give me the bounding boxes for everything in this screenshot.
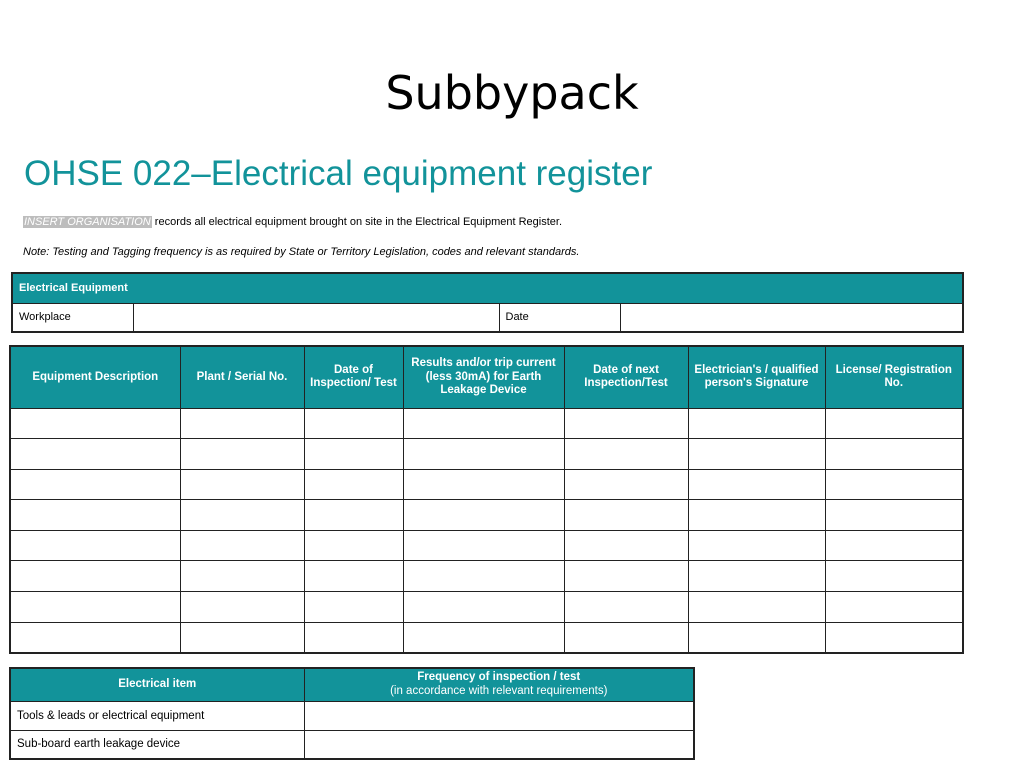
workplace-label: Workplace: [12, 303, 133, 332]
register-cell[interactable]: [825, 592, 963, 623]
register-cell[interactable]: [180, 561, 304, 592]
register-cell[interactable]: [403, 469, 564, 500]
register-cell[interactable]: [403, 622, 564, 653]
date-field[interactable]: [620, 303, 963, 332]
slide-title: Subbypack: [385, 66, 639, 120]
column-header-equipment-description: Equipment Description: [10, 346, 180, 408]
register-cell[interactable]: [304, 469, 403, 500]
column-header-frequency: [304, 668, 694, 701]
register-cell[interactable]: [688, 469, 825, 500]
intro-line: [23, 216, 562, 228]
inspection-frequency-table: [9, 667, 695, 760]
register-cell[interactable]: [180, 622, 304, 653]
register-cell[interactable]: [825, 408, 963, 439]
register-cell[interactable]: [304, 561, 403, 592]
frequency-value-field[interactable]: [304, 730, 694, 759]
register-cell[interactable]: [564, 530, 688, 561]
register-cell[interactable]: [10, 592, 180, 623]
register-cell[interactable]: [825, 622, 963, 653]
document-title: OHSE 022–Electrical equipment register: [24, 154, 653, 193]
register-cell[interactable]: [10, 561, 180, 592]
register-cell[interactable]: [825, 500, 963, 531]
register-cell[interactable]: [304, 408, 403, 439]
register-cell[interactable]: [564, 592, 688, 623]
register-header-row: [10, 346, 963, 408]
workplace-field[interactable]: [133, 303, 499, 332]
register-cell[interactable]: [180, 530, 304, 561]
register-cell[interactable]: [403, 439, 564, 470]
register-cell[interactable]: [688, 622, 825, 653]
register-cell[interactable]: [10, 469, 180, 500]
table-row: [10, 530, 963, 561]
register-cell[interactable]: [564, 622, 688, 653]
register-cell[interactable]: [10, 408, 180, 439]
frequency-header-row: [10, 668, 694, 701]
table-row: [10, 622, 963, 653]
register-cell[interactable]: [688, 408, 825, 439]
register-cell[interactable]: [10, 439, 180, 470]
register-cell[interactable]: [564, 408, 688, 439]
column-header-results-trip-current: Results and/or trip current (less 30mA) for Earth Leakage Device: [403, 346, 564, 408]
register-cell[interactable]: [10, 530, 180, 561]
register-cell[interactable]: [10, 622, 180, 653]
table-row: [10, 469, 963, 500]
equipment-info-table: [11, 272, 964, 333]
register-cell[interactable]: [304, 500, 403, 531]
register-cell[interactable]: [180, 408, 304, 439]
frequency-row: [10, 730, 694, 759]
register-cell[interactable]: [825, 439, 963, 470]
register-cell[interactable]: [180, 469, 304, 500]
register-cell[interactable]: [304, 622, 403, 653]
table-row: [10, 408, 963, 439]
frequency-header-line1: Frequency of inspection / test: [417, 671, 581, 683]
register-cell[interactable]: [564, 561, 688, 592]
register-cell[interactable]: [180, 439, 304, 470]
frequency-row: [10, 701, 694, 730]
register-cell[interactable]: [564, 469, 688, 500]
column-header-next-inspection: Date of next Inspection/Test: [564, 346, 688, 408]
register-cell[interactable]: [825, 469, 963, 500]
equipment-table-header: Electrical Equipment: [12, 273, 963, 303]
register-cell[interactable]: [403, 530, 564, 561]
register-cell[interactable]: [688, 592, 825, 623]
date-label: Date: [499, 303, 620, 332]
register-cell[interactable]: [825, 530, 963, 561]
register-cell[interactable]: [180, 592, 304, 623]
register-cell[interactable]: [180, 500, 304, 531]
frequency-header-line2: (in accordance with relevant requirements): [390, 684, 608, 697]
column-header-electrical-item: Electrical item: [10, 668, 304, 701]
frequency-value-field[interactable]: [304, 701, 694, 730]
register-cell[interactable]: [564, 500, 688, 531]
table-row: [10, 439, 963, 470]
table-row: [10, 592, 963, 623]
register-cell[interactable]: [403, 500, 564, 531]
table-row: [10, 500, 963, 531]
equipment-register-table: [9, 345, 964, 654]
column-header-license-no: License/ Registration No.: [825, 346, 963, 408]
table-row: [10, 561, 963, 592]
column-header-date-of-inspection: Date of Inspection/ Test: [304, 346, 403, 408]
register-cell[interactable]: [825, 561, 963, 592]
register-cell[interactable]: [10, 500, 180, 531]
register-cell[interactable]: [304, 530, 403, 561]
register-cell[interactable]: [688, 561, 825, 592]
intro-text: records all electrical equipment brought on site in the Electrical Equipment Register.: [151, 216, 562, 228]
register-cell[interactable]: [304, 592, 403, 623]
column-header-serial-no: Plant / Serial No.: [180, 346, 304, 408]
frequency-item-label: Sub-board earth leakage device: [10, 730, 304, 759]
register-cell[interactable]: [688, 530, 825, 561]
register-cell[interactable]: [304, 439, 403, 470]
register-cell[interactable]: [403, 408, 564, 439]
register-cell[interactable]: [688, 500, 825, 531]
organisation-placeholder[interactable]: INSERT ORGANISATION: [24, 216, 151, 228]
column-header-signature: Electrician's / qualified person's Signature: [688, 346, 825, 408]
register-cell[interactable]: [403, 561, 564, 592]
register-cell[interactable]: [688, 439, 825, 470]
frequency-item-label: Tools & leads or electrical equipment: [10, 701, 304, 730]
note-text: Note: Testing and Tagging frequency is as required by State or Territory Legislation, codes and relevant standards.: [23, 246, 580, 258]
register-cell[interactable]: [403, 592, 564, 623]
register-cell[interactable]: [564, 439, 688, 470]
